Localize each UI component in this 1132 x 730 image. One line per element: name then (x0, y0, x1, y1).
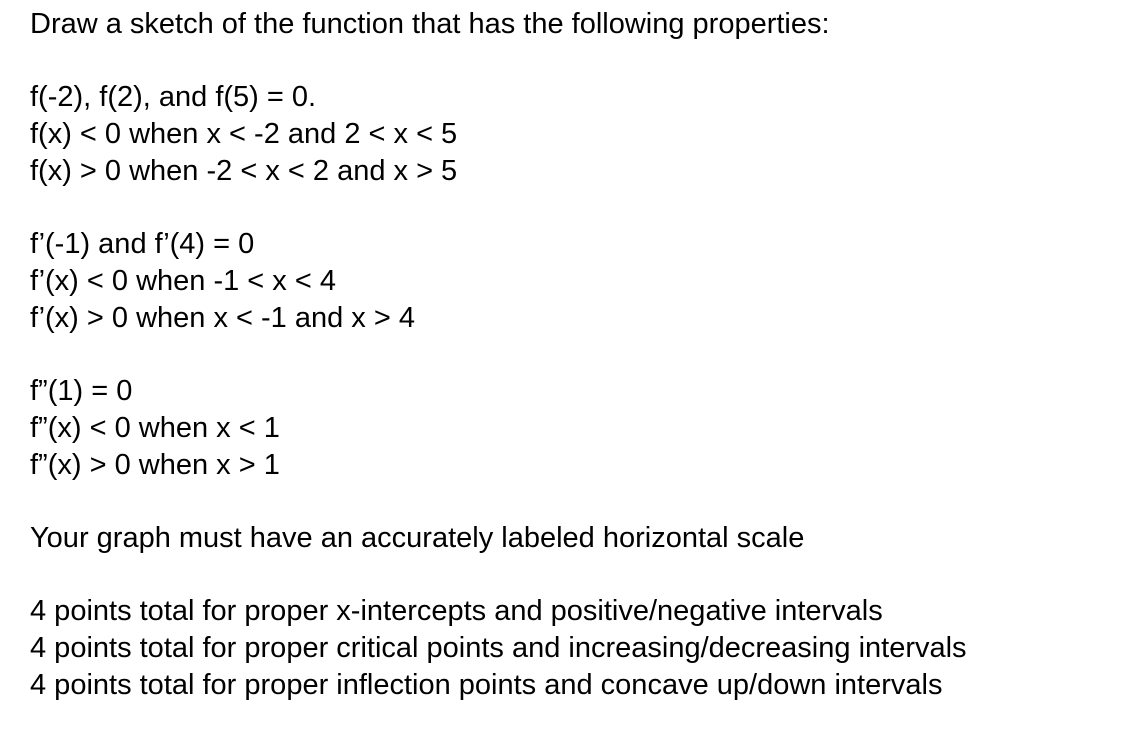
grading-line: 4 points total for proper inflection points and concave up/down intervals (30, 669, 943, 701)
fprime-properties-block (30, 226, 1120, 337)
grading-block (30, 593, 1120, 704)
fprime-property-line: f’(-1) and f’(4) = 0 (30, 228, 255, 260)
grading-line: 4 points total for proper critical points and increasing/decreasing intervals (30, 632, 967, 664)
spacer (30, 190, 1120, 226)
fdoubleprime-property-line: f”(x) < 0 when x < 1 (30, 412, 280, 444)
f-property-line: f(x) > 0 when -2 < x < 2 and x > 5 (30, 155, 458, 187)
grading-line: 4 points total for proper x-intercepts and positive/negative intervals (30, 595, 883, 627)
spacer (30, 43, 1120, 79)
f-property-line: f(x) < 0 when x < -2 and 2 < x < 5 (30, 118, 458, 150)
fdoubleprime-property-line: f”(1) = 0 (30, 375, 133, 407)
worksheet-document (30, 6, 1120, 704)
prompt-heading: Draw a sketch of the function that has the following properties: (30, 8, 830, 40)
spacer (30, 337, 1120, 373)
scale-requirement: Your graph must have an accurately labeled horizontal scale (30, 522, 805, 554)
fprime-property-line: f’(x) < 0 when -1 < x < 4 (30, 265, 336, 297)
f-property-line: f(-2), f(2), and f(5) = 0. (30, 81, 317, 113)
fprime-property-line: f’(x) > 0 when x < -1 and x > 4 (30, 302, 415, 334)
f-properties-block (30, 79, 1120, 190)
spacer (30, 484, 1120, 520)
fdoubleprime-property-line: f”(x) > 0 when x > 1 (30, 449, 280, 481)
spacer (30, 557, 1120, 593)
fdoubleprime-properties-block (30, 373, 1120, 484)
